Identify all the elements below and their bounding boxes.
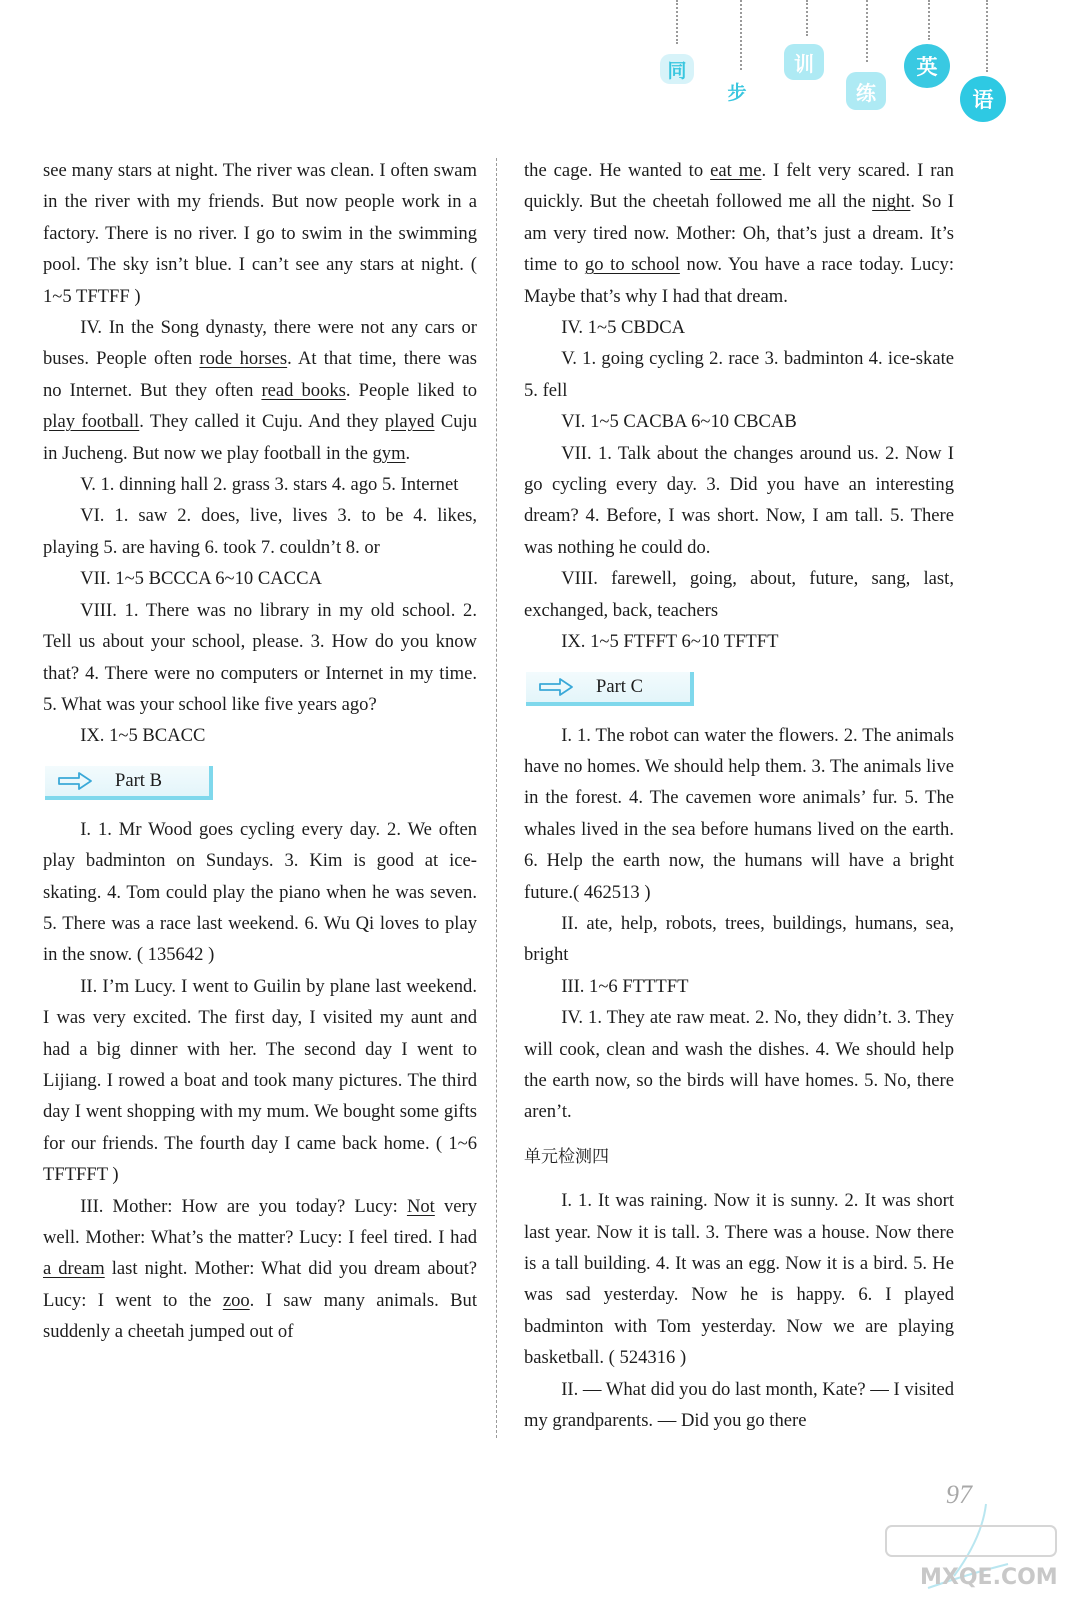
underlined-answer: played (384, 411, 435, 433)
paragraph: VI. 1. saw 2. does, live, lives 3. to be 4. likes, playing 5. are having 6. took 7. couldn’t 8. or (43, 505, 477, 558)
unit-title: 单元检测四 (524, 1146, 609, 1167)
page-number: 97 (946, 1480, 972, 1509)
header-dotted-line (806, 0, 808, 36)
header-badge-2: 步 (727, 81, 747, 104)
watermark-logo (858, 1498, 1068, 1592)
paragraph: IV. 1~5 CBDCA (561, 317, 686, 339)
left-column (43, 155, 477, 1348)
paragraph-section-iv: IV. In the Song dynasty, there were not any cars or buses. People often rode horses. At that time, there was no Internet. But they often read books. People liked to play football. They called it Cuju. And they played Cuju in Jucheng. But now we play football in the gym. (43, 317, 478, 464)
header-dotted-line (928, 0, 930, 40)
paragraph: II. ate, help, robots, trees, buildings, humans, sea, bright (524, 912, 954, 966)
header-badge-4: 练 (846, 72, 886, 110)
underlined-answer: night (872, 191, 911, 213)
underlined-answer: zoo (222, 1289, 250, 1311)
paragraph: I. 1. The robot can water the flowers. 2. The animals have no homes. We should help them. 3. The animals live in the forest. 4. The cavemen wore animals’ fur. 5. The whales lived in the sea before humans lived on the earth. 6. Help the earth now, the humans will have a bright future.( 462513 ) (524, 724, 954, 903)
svg-text:MXQE.COM: MXQE.COM (920, 1565, 1058, 1590)
underlined-answer: rode horses (199, 348, 288, 370)
header-dotted-line (986, 0, 988, 72)
column-divider (496, 158, 497, 1438)
part-label: Part B (115, 769, 163, 791)
paragraph: IV. 1. They ate raw meat. 2. No, they didn’t. 3. They will cook, clean and wash the dishes. 4. We should help the earth now, so the birds will have homes. 5. No, there aren’t. (524, 1007, 954, 1123)
arrow-right-icon (538, 677, 574, 697)
paragraph: see many stars at night. The river was clean. I often swam in the river with my friends. But now people work in a factory. There is no river. I go to swim in the swimming pool. The sky isn’t blue. I can’t see any stars at night. ( 1~5 TFTFF ) (43, 160, 477, 307)
paragraph: I. 1. It was raining. Now it is sunny. 2. It was short last year. Now it is tall. 3. There was a house. Now there is a tall building. 4. It was an egg. Now it is a bird. 5. He was sad yesterday. Now he is happy. 6. I played badminton with Tom yesterday. Now we are playing basketball. ( 524316 ) (524, 1190, 954, 1369)
underlined-answer: gym (372, 442, 406, 464)
header-dotted-line (866, 0, 868, 62)
paragraph: V. 1. going cycling 2. race 3. badminton 4. ice-skate 5. fell (524, 348, 954, 401)
underlined-answer: read books (261, 379, 346, 401)
header-dotted-line (740, 0, 742, 70)
underlined-answer: play football (43, 411, 140, 433)
right-column (524, 155, 954, 1436)
paragraph-dialogue: III. Mother: How are you today? Lucy: Not very well. Mother: What’s the matter? Lucy: I feel tired. I had a dream last night. Mother: What did you dream about? Lucy: I went to the zoo. I saw many animals. But suddenly a cheetah jumped out of (43, 1195, 478, 1343)
paragraph: VII. 1. Talk about the changes around us. 2. Now I go cycling every day. 3. Did you have an interesting dream? 4. Before, I was short. Now, I am tall. 5. There was nothing he could do. (524, 442, 954, 558)
underlined-answer: go to school (584, 254, 680, 276)
page-header (0, 0, 1081, 150)
paragraph: III. 1~6 FTTTFT (561, 975, 689, 997)
part-label: Part C (596, 675, 644, 697)
header-badge-3: 训 (784, 44, 824, 80)
paragraph: IX. 1~5 BCACC (80, 725, 206, 747)
paragraph: I. 1. Mr Wood goes cycling every day. 2. We often play badminton on Sundays. 3. Kim is good at ice-skating. 4. Tom could play the piano when he was seven. 5. There was a race last weekend. 6. Wu Qi loves to play in the snow. ( 135642 ) (43, 818, 477, 966)
paragraph: II. — What did you do last month, Kate? — I visited my grandparents. — Did you go there (524, 1378, 954, 1432)
part-c-heading (526, 672, 694, 706)
underlined-answer: Not (406, 1195, 435, 1217)
underlined-answer: eat me (710, 160, 762, 181)
arrow-right-icon (57, 771, 93, 791)
header-badge-5: 英 (904, 44, 950, 88)
header-badge-1: 同 (660, 54, 694, 84)
paragraph: II. I’m Lucy. I went to Guilin by plane last weekend. I was very excited. The first day, I visited my aunt and had a big dinner with her. The second day I went to Lijiang. I rowed a boat and took many pictures. The third day I went shopping with my mum. We bought some gifts for our friends. The fourth day I came back home. ( 1~6 TFTFFT ) (43, 975, 477, 1186)
part-b-heading (45, 766, 213, 800)
paragraph: VI. 1~5 CACBA 6~10 CBCAB (561, 411, 797, 433)
paragraph: VIII. farewell, going, about, future, sang, last, exchanged, back, teachers (524, 568, 954, 621)
paragraph: VII. 1~5 BCCCA 6~10 CACCA (80, 568, 322, 590)
paragraph-dialogue-continued: the cage. He wanted to eat me. I felt very scared. I ran quickly. But the cheetah followed me all the night. So I am very tired now. Mother: Oh, that’s just a dream. It’s time to go to school now. You have a race today. Lucy: Maybe that’s why I had that dream. (524, 160, 954, 307)
header-dotted-line (676, 0, 678, 44)
paragraph: V. 1. dinning hall 2. grass 3. stars 4. ago 5. Internet (80, 474, 459, 496)
paragraph: IX. 1~5 FTFFT 6~10 TFTFT (561, 631, 779, 653)
header-badge-6: 语 (960, 76, 1006, 122)
paragraph: VIII. 1. There was no library in my old school. 2. Tell us about your school, please. 3. How do you know that? 4. There were no computers or Internet in my time. 5. What was your school like five years ago? (43, 599, 477, 715)
underlined-answer: a dream (43, 1258, 105, 1280)
